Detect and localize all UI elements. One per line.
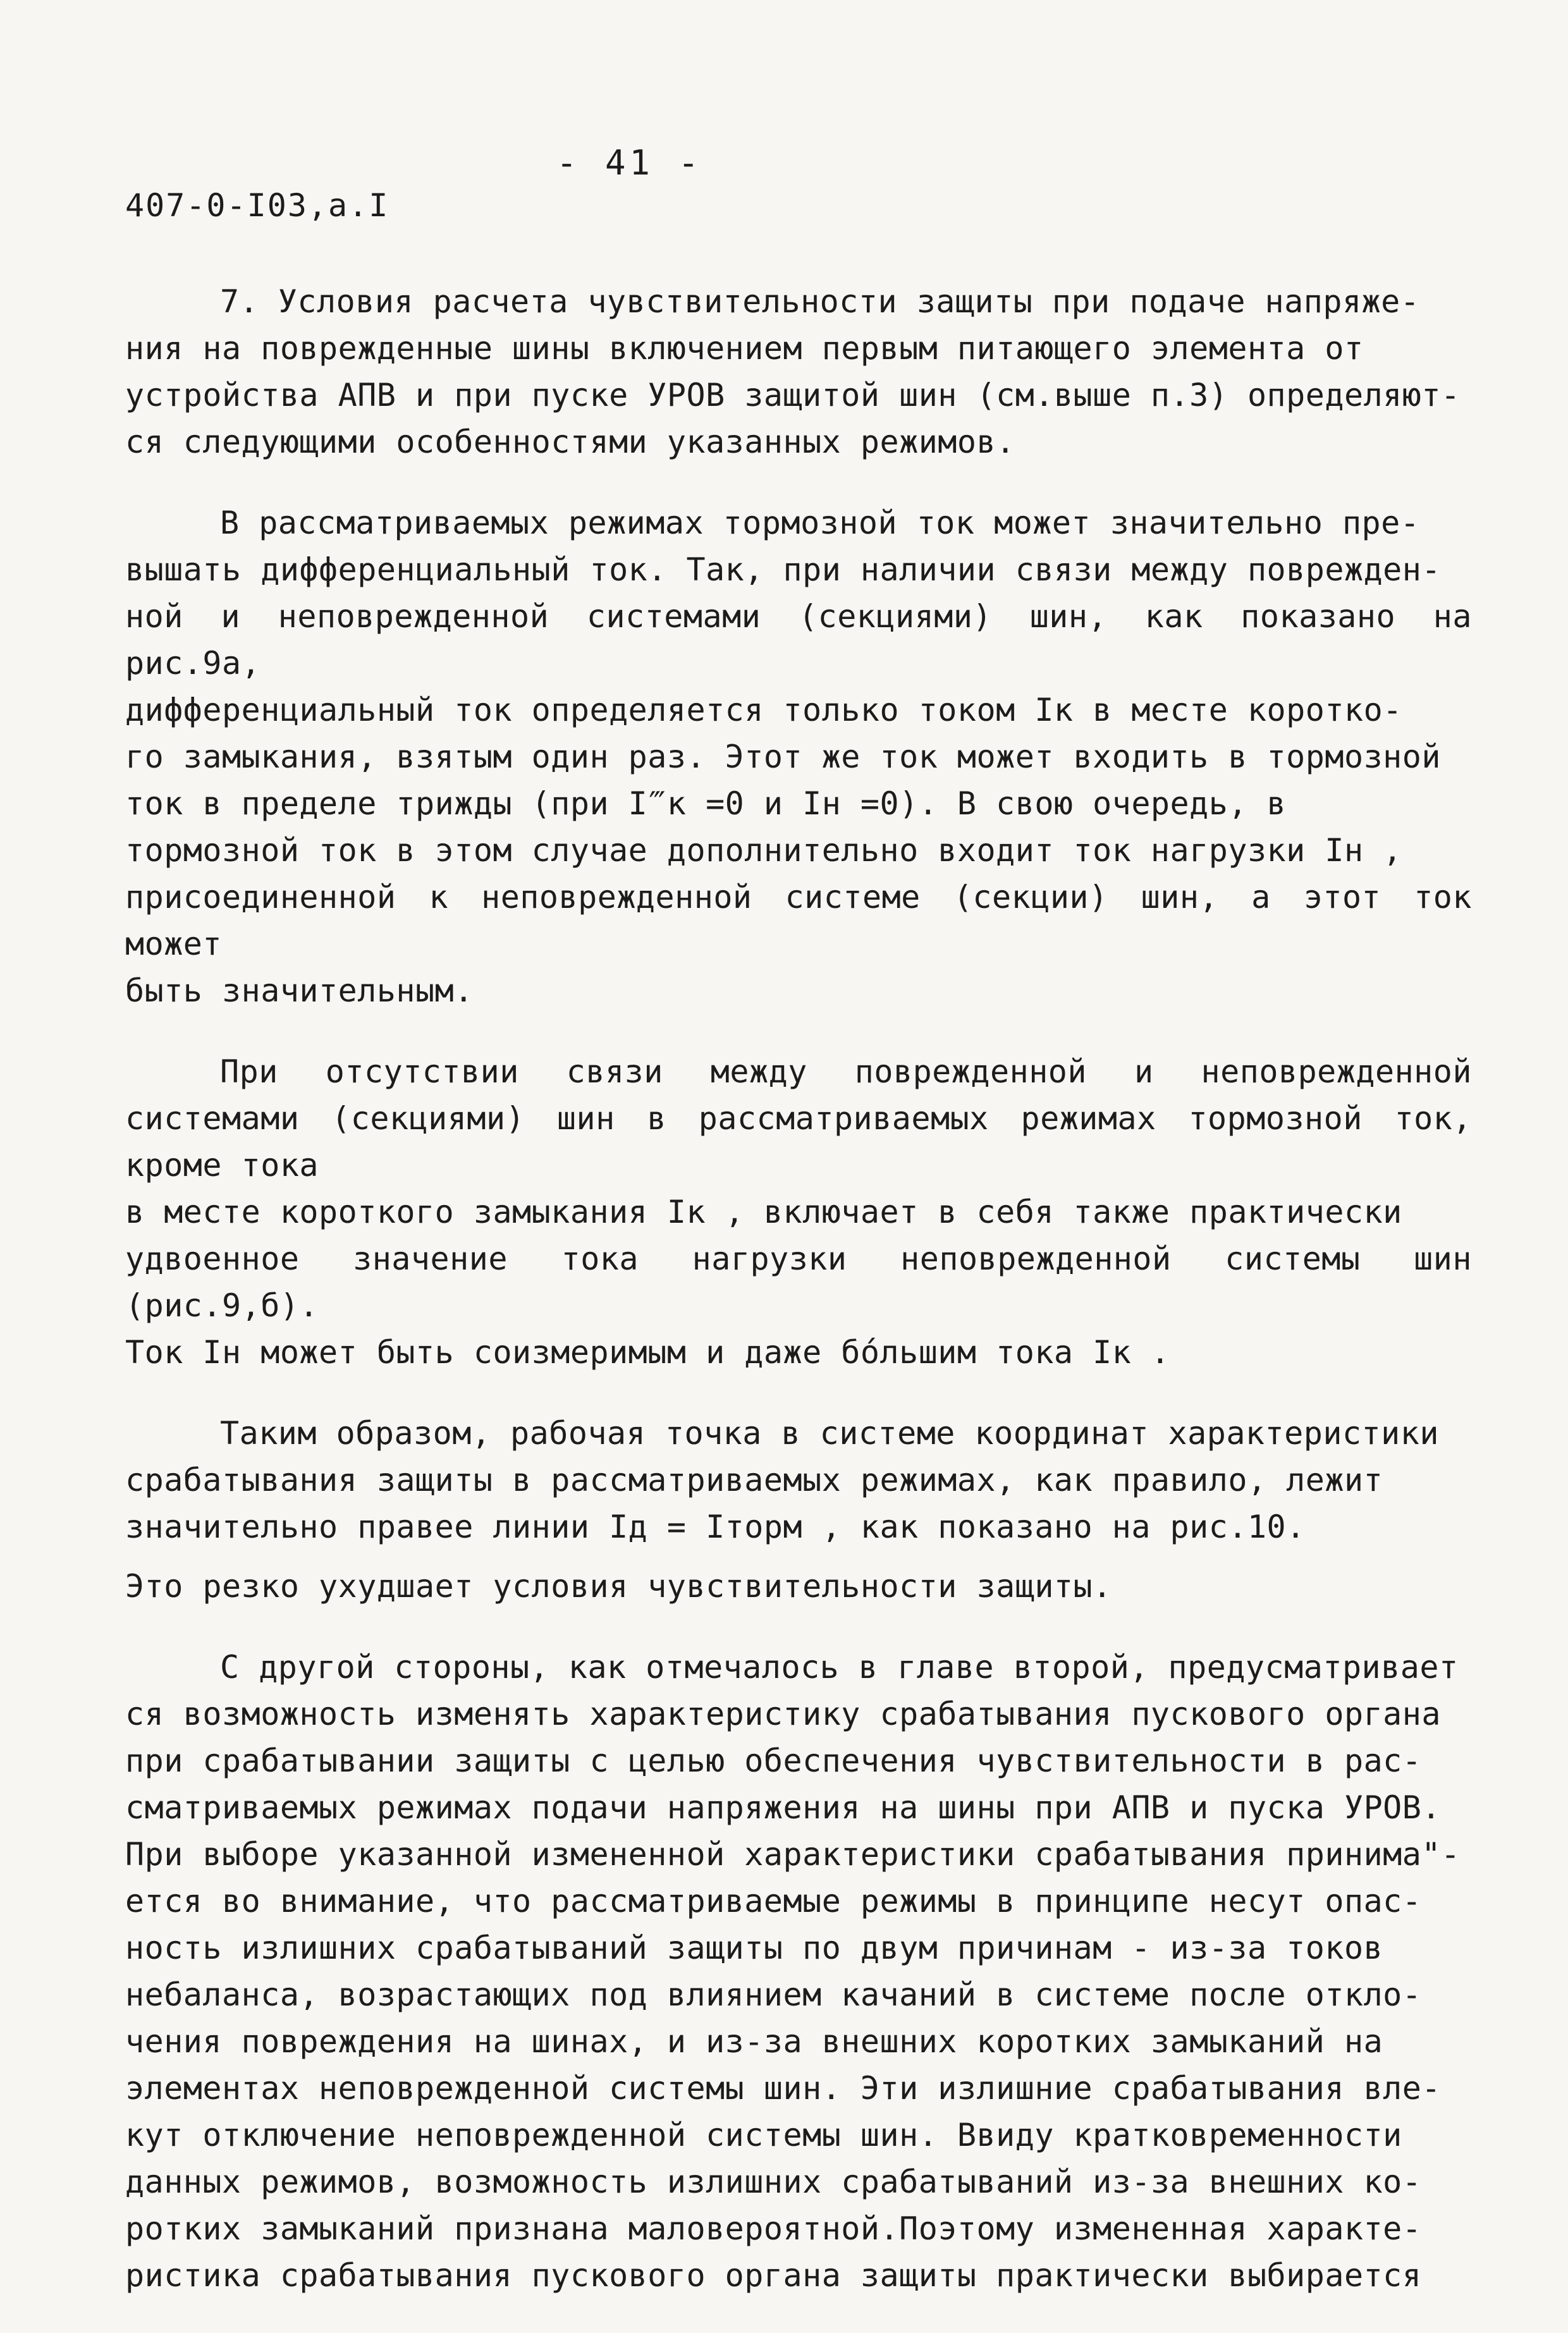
document-code: 407-0-I03,a.I — [125, 187, 389, 224]
paragraph-sensitivity-conditions: 7. Условия расчета чувствительности защиты при подаче напряже- ния на поврежденные шины включением первым питающего элемента от устройства АПВ и при пуске УРОВ защитой шин (см.выше п.3) определяют- ся следующими особенностями указанных режимов. — [125, 283, 1461, 460]
paragraph-operating-point: Таким образом, рабочая точка в системе координат характеристики срабатывания защиты в рассматриваемых режимах, как правило, лежит значительно правее линии Iд = Iторм , как показано на рис.10. — [125, 1415, 1439, 1545]
paragraph-no-connection: При отсутствии связи между поврежденной и неповрежденной системами (секциями) шин в рассматриваемых режимах тормозной ток, кроме тока в месте короткого замыкания Iк , включает в себя также практически удвоенное значение тока нагрузки неповрежденной системы шин (рис.9,б). Ток Iн может быть соизмеримым и даже бо́льшим тока Iк . — [125, 1053, 1472, 1371]
paragraph-restraint-current: В рассматриваемых режимах тормозной ток может значительно пре- вышать дифференциальный ток. Так, при наличии связи между поврежден- ной и неповрежденной системами (секциями) шин, как показано на рис.9а, дифференциальный ток определяется только током Iк в месте коротко- го замыкания, взятым один раз. Этот же ток может входить в тормозной ток в пределе трижды (при I‴к =0 и Iн =0). В свою очередь, в тормозной ток в этом случае дополнительно входит ток нагрузки Iн , присоединенной к неповрежденной системе (секции) шин, а этот ток может быть значительным. — [125, 505, 1472, 1009]
page-number: - 41 - — [556, 143, 703, 183]
body-text — [125, 278, 1472, 2333]
paragraph-characteristic-change: С другой стороны, как отмечалось в главе второй, предусматривает ся возможность изменять характеристику срабатывания пускового органа при срабатывании защиты с целью обеспечения чувствительности в рас- сматриваемых режимах подачи напряжения на шины при АПВ и пуска УРОВ. При выборе указанной измененной характеристики срабатывания принима"- ется во внимание, что рассматриваемые режимы в принципе несут опас- ность излишних срабатываний защиты по двум причинам - из-за токов небаланса, возрастающих под влиянием качаний в системе после откло- чения повреждения на шинах, и из-за внешних коротких замыканий на элементах неповрежденной системы шин. Эти излишние срабатывания вле- кут отключение неповрежденной системы шин. Ввиду кратковременности данных режимов, возможность излишних срабатываний из-за внешних ко- ротких замыканий признана маловероятной.Поэтому измененная характе- ристика срабатывания пускового органа защиты практически выбирается — [125, 1649, 1461, 2294]
paragraph-sensitivity-worsens: Это резко ухудшает условия чувствительности защиты. — [125, 1568, 1112, 1605]
